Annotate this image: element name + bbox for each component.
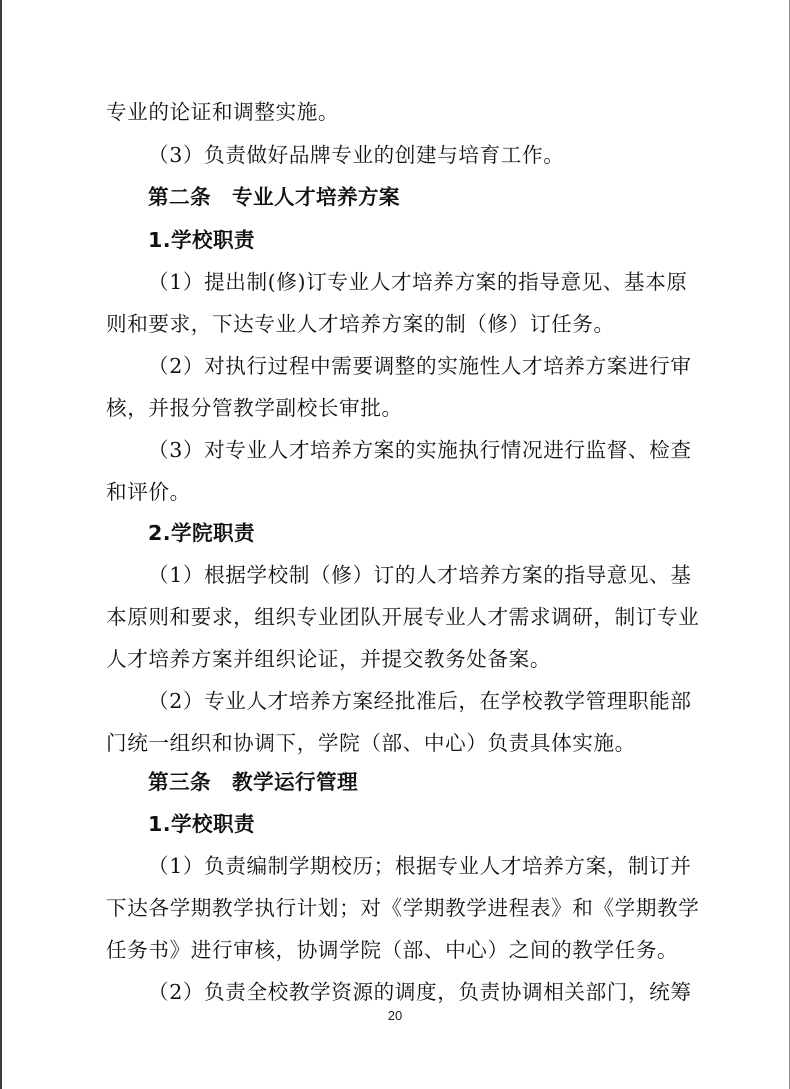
text-line: 专业的论证和调整实施。 [106, 100, 340, 124]
text-line: 任务书》进行审核，协调学院（部、中心）之间的教学任务。 [106, 938, 679, 962]
text-line: 本原则和要求，组织专业团队开展专业人才需求调研，制订专业 [106, 605, 700, 629]
text-line: （3）对专业人才培养方案的实施执行情况进行监督、检查 [148, 438, 692, 462]
text-line: 门统一组织和协调下，学院（部、中心）负责具体实施。 [106, 731, 636, 755]
text-line: （3）负责做好品牌专业的创建与培育工作。 [148, 143, 565, 167]
text-line: （1）提出制(修)订专业人才培养方案的指导意见、基本原 [148, 270, 688, 294]
section-heading: 1.学校职责 [148, 228, 255, 252]
page-number: 20 [387, 1008, 403, 1023]
text-line: 下达各学期教学执行计划；对《学期教学进程表》和《学期教学 [106, 896, 700, 920]
page-edge-left [0, 0, 2, 1089]
text-line: （2）专业人才培养方案经批准后，在学校教学管理职能部 [148, 689, 692, 713]
text-line: 则和要求，下达专业人才培养方案的制（修）订任务。 [106, 312, 615, 336]
text-line: （1）负责编制学期校历；根据专业人才培养方案，制订并 [148, 854, 692, 878]
section-heading: 2.学院职责 [148, 521, 255, 545]
text-line: 核，并报分管教学副校长审批。 [106, 396, 403, 420]
text-line: 和评价。 [106, 480, 191, 504]
section-heading: 1.学校职责 [148, 812, 255, 836]
text-line: （1）根据学校制（修）订的人才培养方案的指导意见、基 [148, 563, 692, 587]
text-line: （2）对执行过程中需要调整的实施性人才培养方案进行审 [148, 354, 692, 378]
article-heading: 第二条 专业人才培养方案 [148, 185, 400, 209]
article-heading: 第三条 教学运行管理 [148, 770, 358, 794]
text-line: 人才培养方案并组织论证，并提交教务处备案。 [106, 647, 552, 671]
text-line: （2）负责全校教学资源的调度，负责协调相关部门，统筹 [148, 980, 692, 1004]
